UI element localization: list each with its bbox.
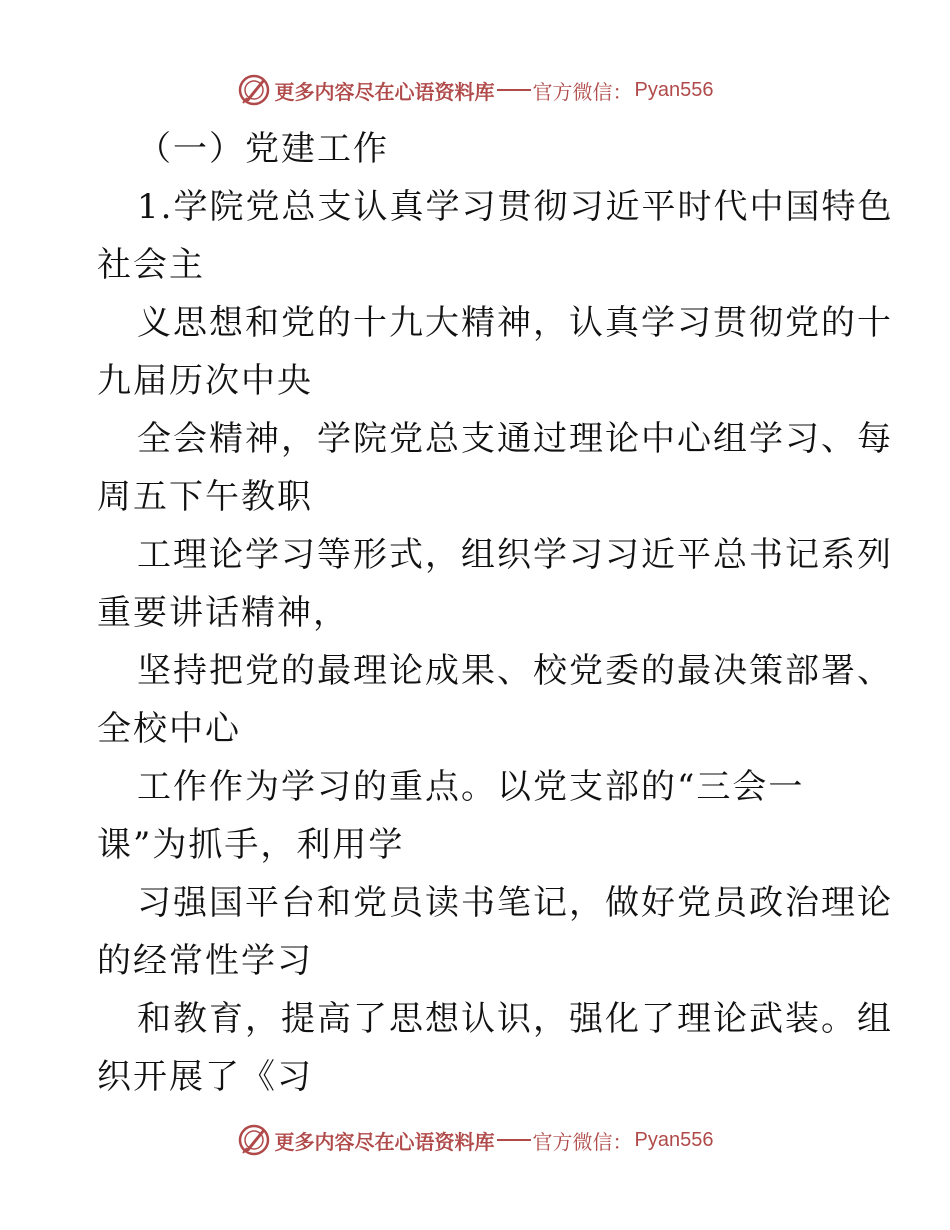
section-heading: （一）党建工作 [137,129,389,169]
text-line: 全校中心 [97,709,241,749]
watermark-dash [497,89,531,91]
text-line: 全会精神，学院党总支通过理论中心组学习、每 [137,419,893,459]
text-line: 工理论学习等形式，组织学习习近平总书记系列 [137,535,893,575]
watermark-ad-text: 更多内容尽在心语资料库 [274,1129,495,1154]
watermark-banner-bottom [0,1120,950,1160]
watermark-wechat-label: 官方微信： [532,1129,633,1154]
text-line: 重要讲话精神， [97,593,349,633]
text-line: 课”为抓手，利用学 [97,825,405,865]
watermark-dash [497,1139,531,1141]
watermark-ad-text: 更多内容尽在心语资料库 [274,79,495,104]
document-body [97,120,894,1106]
watermark-wechat-id: Pyan556 [634,78,714,101]
text-line: 坚持把党的最理论成果、校党委的最决策部署、 [137,651,893,691]
text-line: 义思想和党的十九大精神，认真学习贯彻党的十 [137,303,893,343]
watermark-wechat-id: Pyan556 [634,1128,714,1151]
text-line: 1.学院党总支认真学习贯彻习近平时代中国特色 [137,187,894,227]
text-line: 九届历次中央 [97,361,313,401]
text-line: 的经常性学习 [97,941,313,981]
text-line: 周五下午教职 [97,477,313,517]
quill-logo-icon [237,1123,271,1157]
text-line: 织开展了《习 [97,1057,313,1097]
text-line: 社会主 [97,245,205,285]
text-line: 工作作为学习的重点。以党支部的“三会一 [137,767,805,807]
watermark-wechat-label: 官方微信： [532,79,633,104]
watermark-banner-top [0,70,950,110]
quill-logo-icon [237,73,271,107]
text-line: 和教育，提高了思想认识，强化了理论武装。组 [137,999,893,1039]
text-line: 习强国平台和党员读书笔记，做好党员政治理论 [137,883,893,923]
